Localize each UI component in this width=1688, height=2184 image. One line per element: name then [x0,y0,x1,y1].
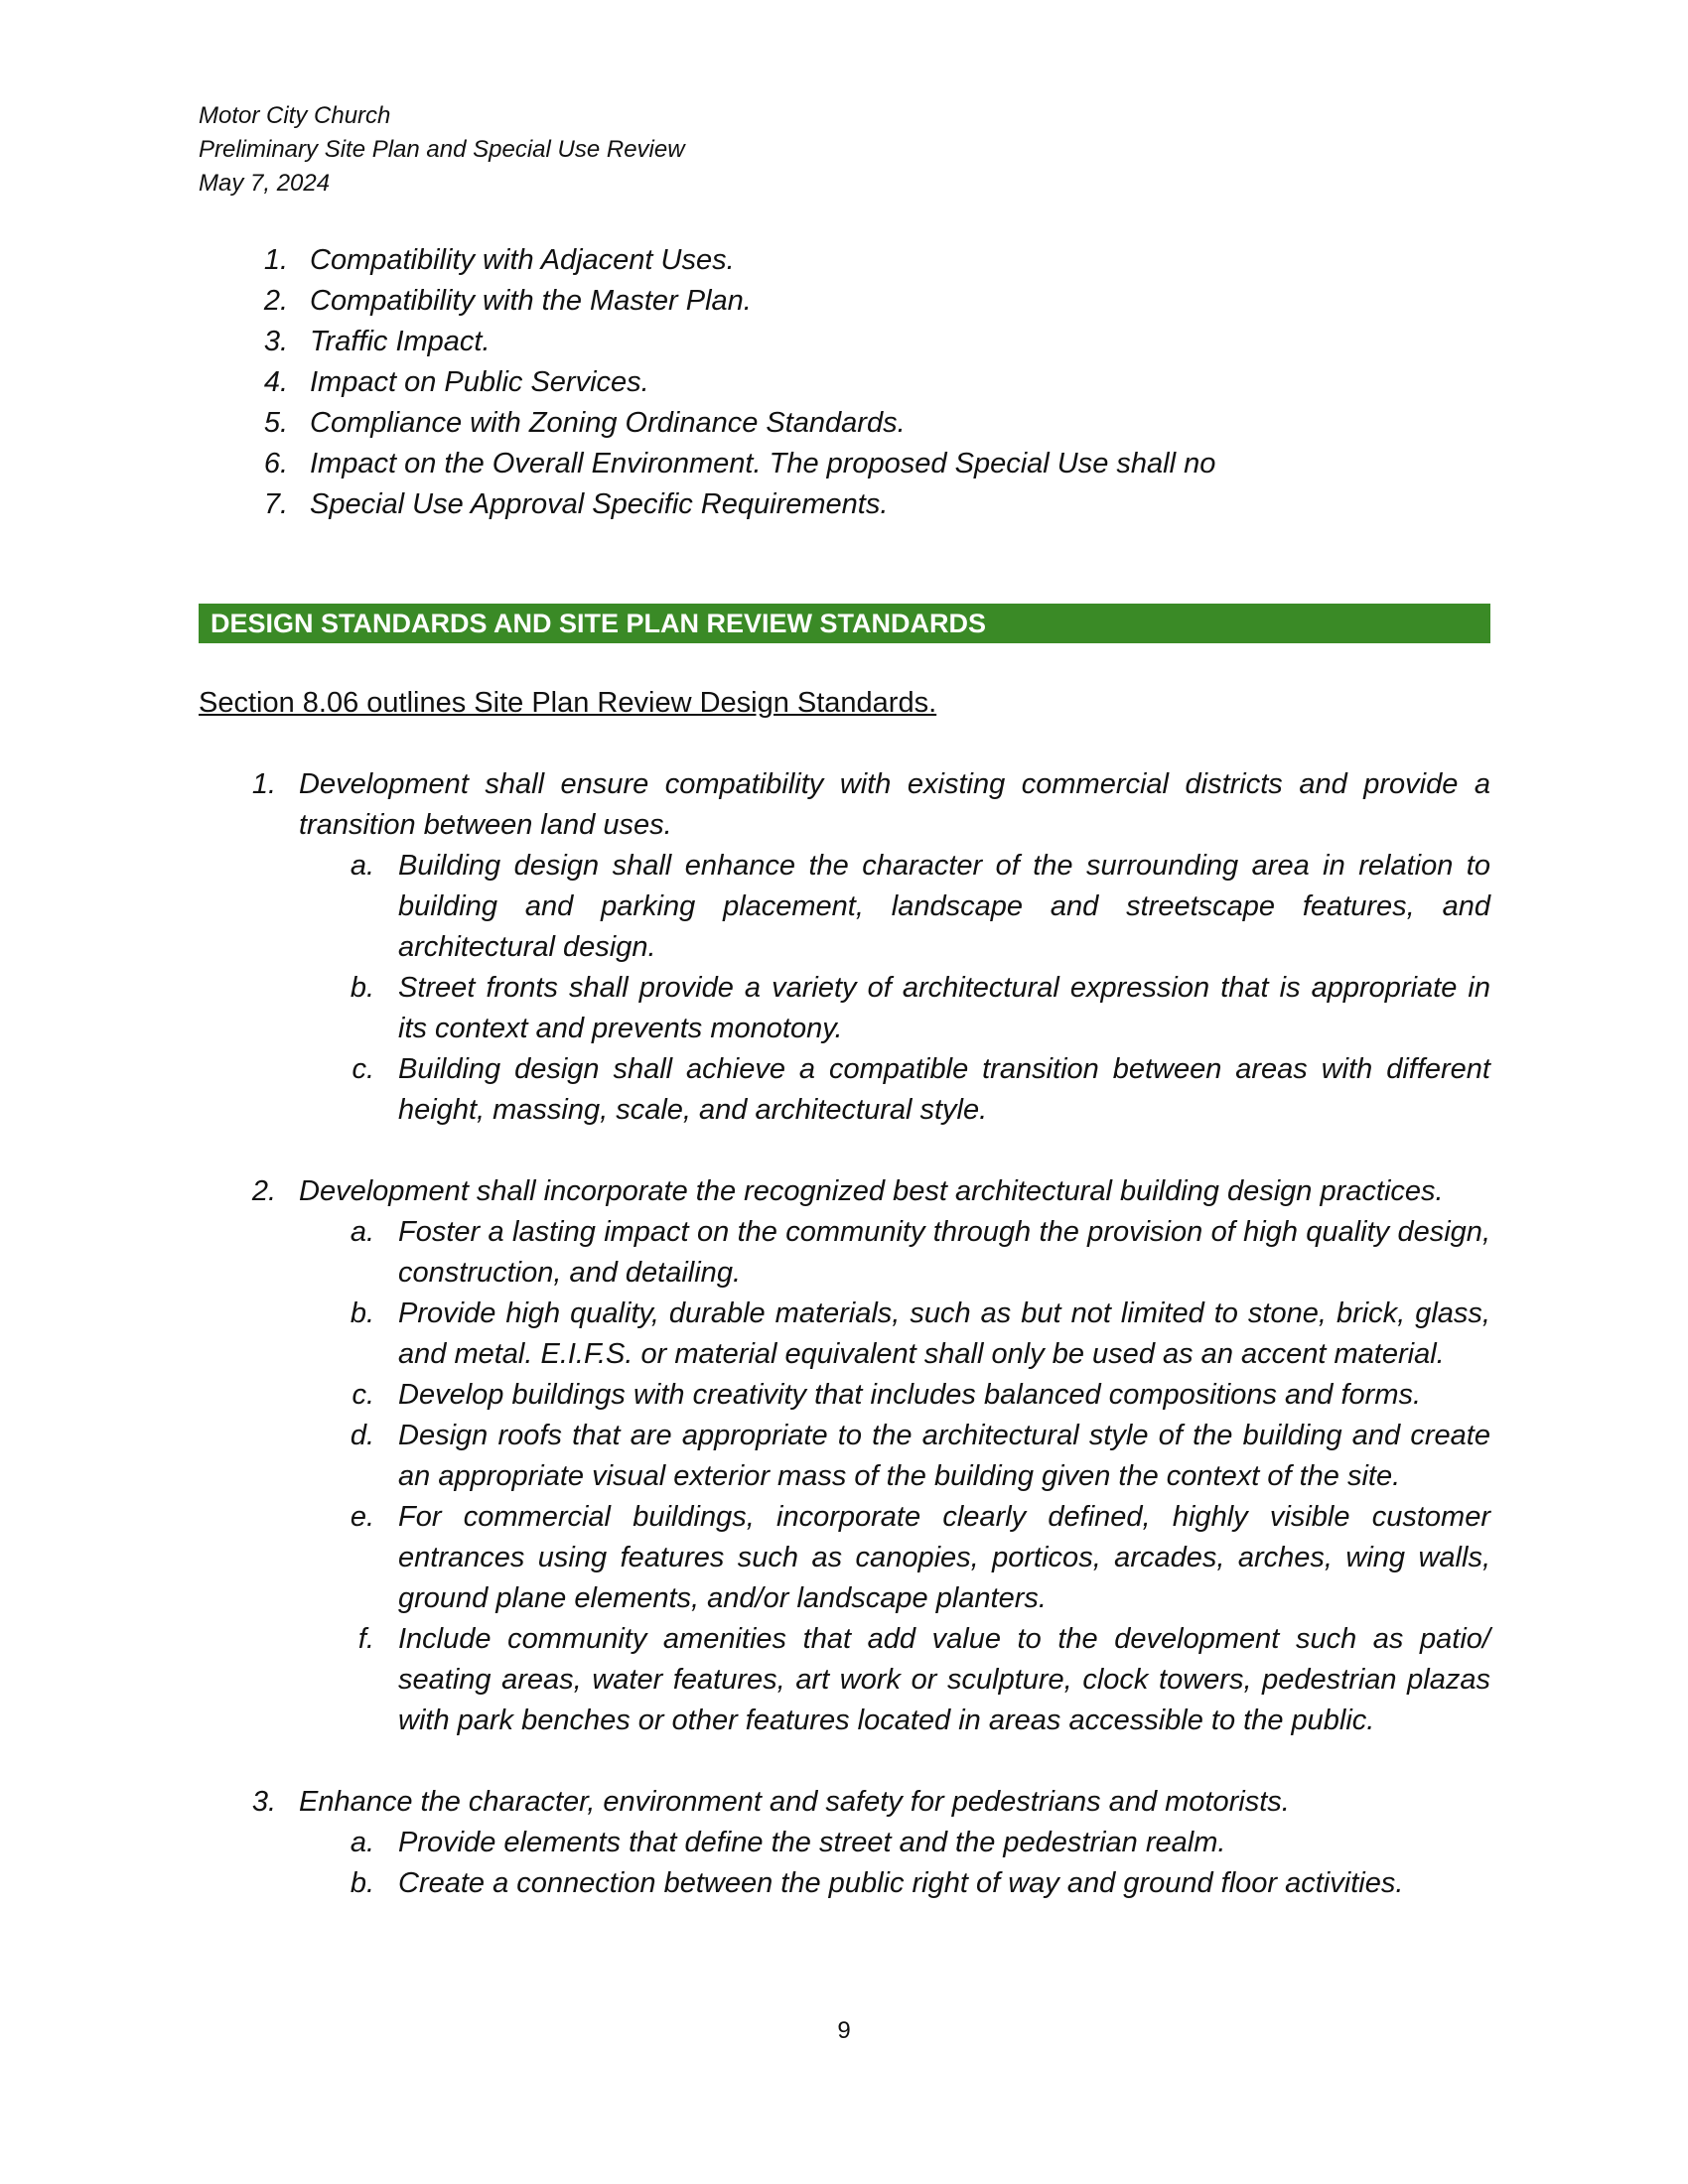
sub-item-text: Foster a lasting impact on the community through the provision of high quality design, construction, and detailing. [398,1216,1490,1289]
list-item-number: 5. [263,407,288,439]
sub-item-text: Building design shall enhance the character of the surrounding area in relation to building and parking placement, landscape and streetscape features, and architectural design. [398,850,1490,963]
list-item-text: Impact on Public Services. [310,366,649,398]
list-item-text: Impact on the Overall Environment. The proposed Special Use shall no [310,448,1216,479]
sub-item-text: Design roofs that are appropriate to the architectural style of the building and create an appropriate visual exterior mass of the building given the context of the site. [398,1420,1490,1492]
document-header [199,99,685,201]
sub-item-letter: c. [352,1053,374,1085]
list-item-number: 2. [263,285,288,317]
sub-item-text: Street fronts shall provide a variety of architectural expression that is appropriate in its context and prevents monotony. [398,972,1490,1044]
standard-text: Development shall ensure compatibility with existing commercial districts and provide a transition between land uses. [299,768,1490,841]
sub-item [299,1049,1490,1131]
sub-item [299,846,1490,968]
sub-item [299,1375,1490,1416]
sub-item-letter: b. [350,972,374,1004]
list-item-text: Special Use Approval Specific Requirements. [310,488,889,520]
sub-item-letter: a. [350,1827,374,1858]
list-item-number: 3. [263,326,288,357]
header-date: May 7, 2024 [199,170,331,197]
standard-item [199,764,1490,1131]
sub-item-text: For commercial buildings, incorporate clearly defined, highly visible customer entrances using features such as canopies, porticos, arcades, arches, wing walls, ground plane elements, and/or landscape planters. [398,1501,1490,1614]
sub-item-text: Create a connection between the public right of way and ground floor activities. [398,1867,1404,1899]
sub-item-text: Develop buildings with creativity that includes balanced compositions and forms. [398,1379,1422,1411]
list-item [199,240,1489,281]
list-item-text: Traffic Impact. [310,326,491,357]
list-item-number: 7. [263,488,288,520]
standard-text: Development shall incorporate the recognized best architectural building design practices. [299,1175,1444,1207]
sub-item [299,1619,1490,1741]
list-item-text: Compliance with Zoning Ordinance Standards. [310,407,906,439]
sub-item-letter: b. [350,1297,374,1329]
standard-item [199,1782,1490,1904]
sub-item [299,1416,1490,1497]
list-item [199,484,1489,525]
sub-item-letter: a. [350,1216,374,1248]
section-intro: Section 8.06 outlines Site Plan Review Design Standards. [199,687,937,719]
sub-item-letter: b. [350,1867,374,1899]
sub-item [299,1863,1490,1904]
sub-item-text: Provide elements that define the street and the pedestrian realm. [398,1827,1226,1858]
sub-item-letter: e. [350,1501,374,1533]
sub-item-text: Building design shall achieve a compatible transition between areas with different height, massing, scale, and architectural style. [398,1053,1490,1126]
list-item-number: 6. [263,448,288,479]
list-item [199,362,1489,403]
list-item-text: Compatibility with Adjacent Uses. [310,244,735,276]
design-standards-list [199,764,1490,1904]
page-number: 9 [837,2017,851,2044]
sub-item [299,1294,1490,1375]
standard-item [199,1171,1490,1741]
list-item [199,444,1489,484]
sub-item [299,1823,1490,1863]
standard-number: 3. [251,1786,276,1818]
sub-item-text: Provide high quality, durable materials, such as but not limited to stone, brick, glass, and metal. E.I.F.S. or material equivalent shall only be used as an accent material. [398,1297,1490,1370]
section-heading-bar: DESIGN STANDARDS AND SITE PLAN REVIEW STANDARDS [199,604,1490,643]
standard-number: 1. [251,768,276,800]
sub-item-text: Include community amenities that add value to the development such as patio/ seating areas, water features, art work or sculpture, clock towers, pedestrian plazas with park benches or other features located in areas accessible to the public. [398,1623,1490,1736]
sub-item [299,1212,1490,1294]
standard-text: Enhance the character, environment and safety for pedestrians and motorists. [299,1786,1290,1818]
list-item [199,322,1489,362]
list-item-text: Compatibility with the Master Plan. [310,285,752,317]
sub-item-letter: c. [352,1379,374,1411]
sub-item-letter: a. [350,850,374,882]
special-use-criteria-list [199,240,1489,525]
sub-item-letter: d. [350,1420,374,1451]
list-item-number: 1. [263,244,288,276]
standard-number: 2. [251,1175,276,1207]
header-church-name: Motor City Church [199,102,391,129]
sub-item [299,1497,1490,1619]
list-item [199,281,1489,322]
header-review-title: Preliminary Site Plan and Special Use Review [199,136,685,163]
sub-item [299,968,1490,1049]
list-item-number: 4. [263,366,288,398]
list-item [199,403,1489,444]
sub-item-letter: f. [357,1623,374,1655]
